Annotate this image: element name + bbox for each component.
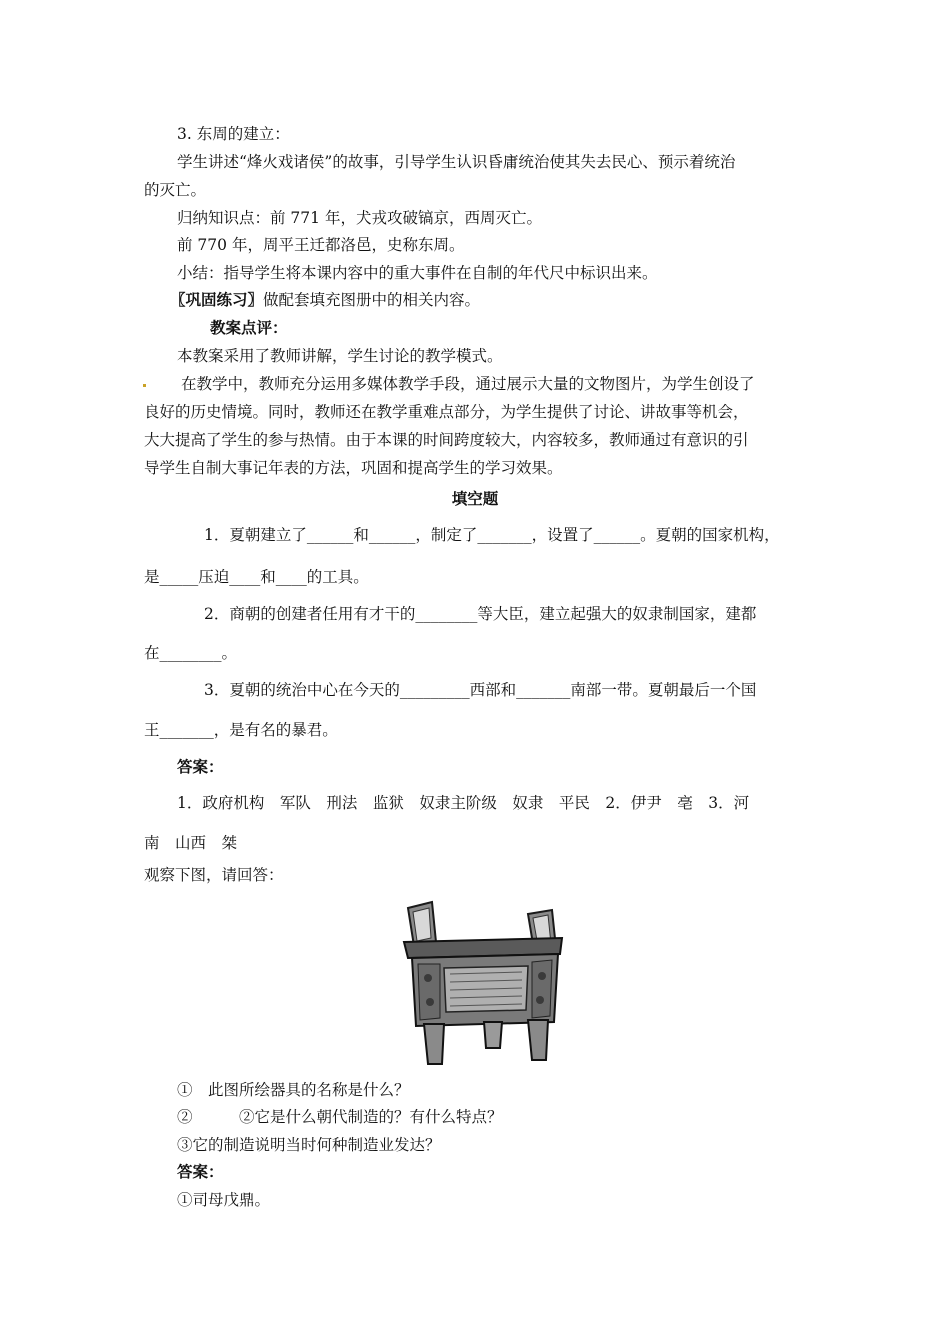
marker-dot <box>143 384 146 387</box>
review-line-5: 导学生自制大事记年表的方法，巩固和提高学生的学习效果。 <box>144 459 563 477</box>
answers-heading-1: 答案： <box>177 758 224 776</box>
question-1-line-1: 1．夏朝建立了______和______，制定了_______，设置了______。夏朝的国家机构， <box>204 526 780 544</box>
question-2-line-1: 2．商朝的创建者任用有才干的________等大臣，建立起强大的奴隶制国家，建都 <box>204 605 757 623</box>
practice-label: 〖巩固练习〗 <box>170 291 264 309</box>
question-3-line-2: 王_______，是有名的暴君。 <box>144 721 338 739</box>
question-3-line-1: 3．夏朝的统治中心在今天的_________西部和_______南部一带。夏朝最后一个国 <box>204 681 757 699</box>
story-text-line-2: 的灭亡。 <box>144 181 207 199</box>
observe-prompt: 观察下图，请回答： <box>144 866 284 884</box>
fill-blank-heading: 填空题 <box>451 490 499 508</box>
review-line-4: 大大提高了学生的参与热情。由于本课的时间跨度较大，内容较多，教师通过有意识的引 <box>144 431 749 449</box>
bronze-ding-icon <box>400 898 570 1068</box>
answers-2-line-1: ①司母戊鼎。 <box>177 1191 271 1209</box>
observe-question-1: ① 此图所绘器具的名称是什么？ <box>177 1081 410 1099</box>
answers-line-2: 南 山西 桀 <box>144 834 238 852</box>
review-line-2: 在教学中，教师充分运用多媒体教学手段，通过展示大量的文物图片，为学生创设了 <box>181 375 755 393</box>
practice-text: 做配套填充图册中的相关内容。 <box>263 291 481 309</box>
observe-question-3: ③它的制造说明当时何种制造业发达？ <box>177 1136 441 1154</box>
review-heading: 教案点评： <box>210 319 288 337</box>
summary-text: 小结：指导学生将本课内容中的重大事件在自制的年代尺中标识出来。 <box>177 264 658 282</box>
review-line-3: 良好的历史情境。同时，教师还在教学重难点部分，为学生提供了讨论、讲故事等机会， <box>144 403 749 421</box>
knowledge-point-2: 前 770 年，周平王迁都洛邑，史称东周。 <box>177 236 465 254</box>
observe-question-2: ② ②它是什么朝代制造的？有什么特点？ <box>177 1108 503 1126</box>
story-text-line-1: 学生讲述“烽火戏诸侯”的故事，引导学生认识昏庸统治使其失去民心、预示着统治 <box>177 153 736 171</box>
review-line-1: 本教案采用了教师讲解，学生讨论的教学模式。 <box>177 347 503 365</box>
question-1-line-2: 是_____压迫____和____的工具。 <box>144 568 369 586</box>
answers-heading-2: 答案： <box>177 1163 224 1181</box>
question-2-line-2: 在________。 <box>144 644 238 662</box>
section-3-title: 3. 东周的建立： <box>177 125 290 143</box>
knowledge-point-1: 归纳知识点：前 771 年，犬戎攻破镐京，西周灭亡。 <box>177 209 542 227</box>
answers-line-1: 1．政府机构 军队 刑法 监狱 奴隶主阶级 奴隶 平民 2．伊尹 亳 3．河 <box>177 794 750 812</box>
practice-line <box>170 290 480 310</box>
